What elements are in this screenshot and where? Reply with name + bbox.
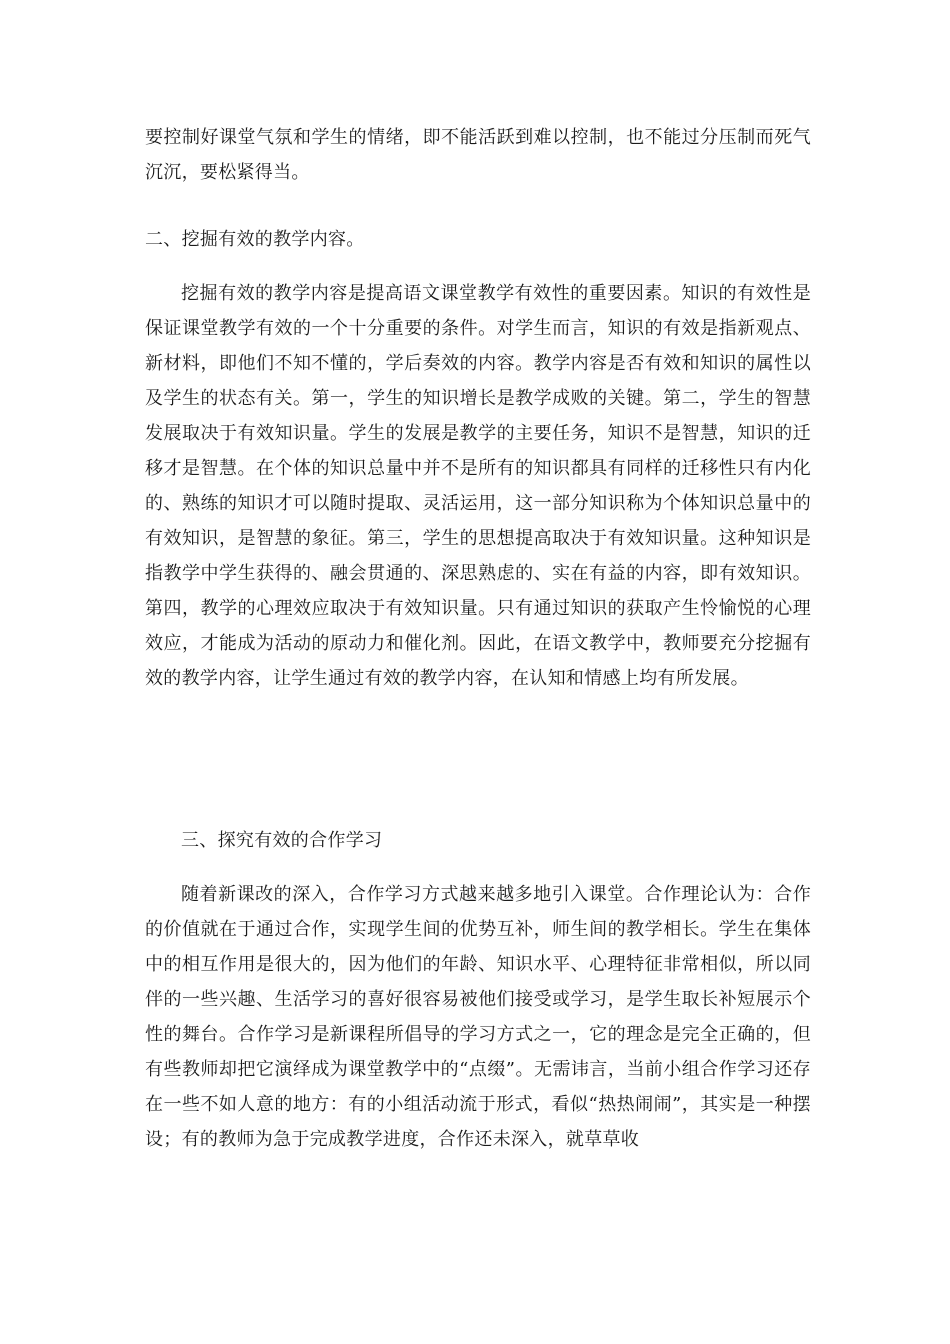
section-heading-2: 二、挖掘有效的教学内容。 (145, 229, 365, 250)
document-page (145, 0, 811, 1344)
paragraph-teaching-content: 挖掘有效的教学内容是提高语文课堂教学有效性的重要因素。知识的有效性是保证课堂教学有效的一个十分重要的条件。对学生而言，知识的有效是指新观点、新材料，即他们不知不懂的，学后奏效的内容。教学内容是否有效和知识的属性以及学生的状态有关。第一，学生的知识增长是教学成败的关键。第二，学生的智慧发展取决于有效知识量。学生的发展是教学的主要任务，知识不是智慧，知识的迁移才是智慧。在个体的知识总量中并不是所有的知识都具有同样的迁移性只有内化的、熟练的知识才可以随时提取、灵活运用，这一部分知识称为个体知识总量中的有效知识，是智慧的象征。第三，学生的思想提高取决于有效知识量。这种知识是指教学中学生获得的、融会贯通的、深思熟虑的、实在有益的内容，即有效知识。第四，教学的心理效应取决于有效知识量。只有通过知识的获取产生怜愉悦的心理效应，才能成为活动的原动力和催化剂。因此，在语文教学中，教师要充分挖掘有效的教学内容，让学生通过有效的教学内容，在认知和情感上均有所发展。 (145, 283, 811, 689)
section-heading-3: 三、探究有效的合作学习 (181, 830, 383, 851)
paragraph-cooperative-learning: 随着新课改的深入，合作学习方式越来越多地引入课堂。合作理论认为：合作的价值就在于通过合作，实现学生间的优势互补，师生间的教学相长。学生在集体中的相互作用是很大的，因为他们的年龄、知识水平、心理特征非常相似，所以同伴的一些兴趣、生活学习的喜好很容易被他们接受或学习，是学生取长补短展示个性的舞台。合作学习是新课程所倡导的学习方式之一，它的理念是完全正确的，但有些教师却把它演绎成为课堂教学中的“点缀”。无需讳言，当前小组合作学习还存在一些不如人意的地方：有的小组活动流于形式，看似“热热闹闹”，其实是一种摆设；有的教师为急于完成教学进度，合作还未深入，就草草收 (145, 884, 811, 1150)
paragraph-continuation: 要控制好课堂气氛和学生的情绪，即不能活跃到难以控制，也不能过分压制而死气沉沉，要松紧得当。 (145, 127, 811, 183)
